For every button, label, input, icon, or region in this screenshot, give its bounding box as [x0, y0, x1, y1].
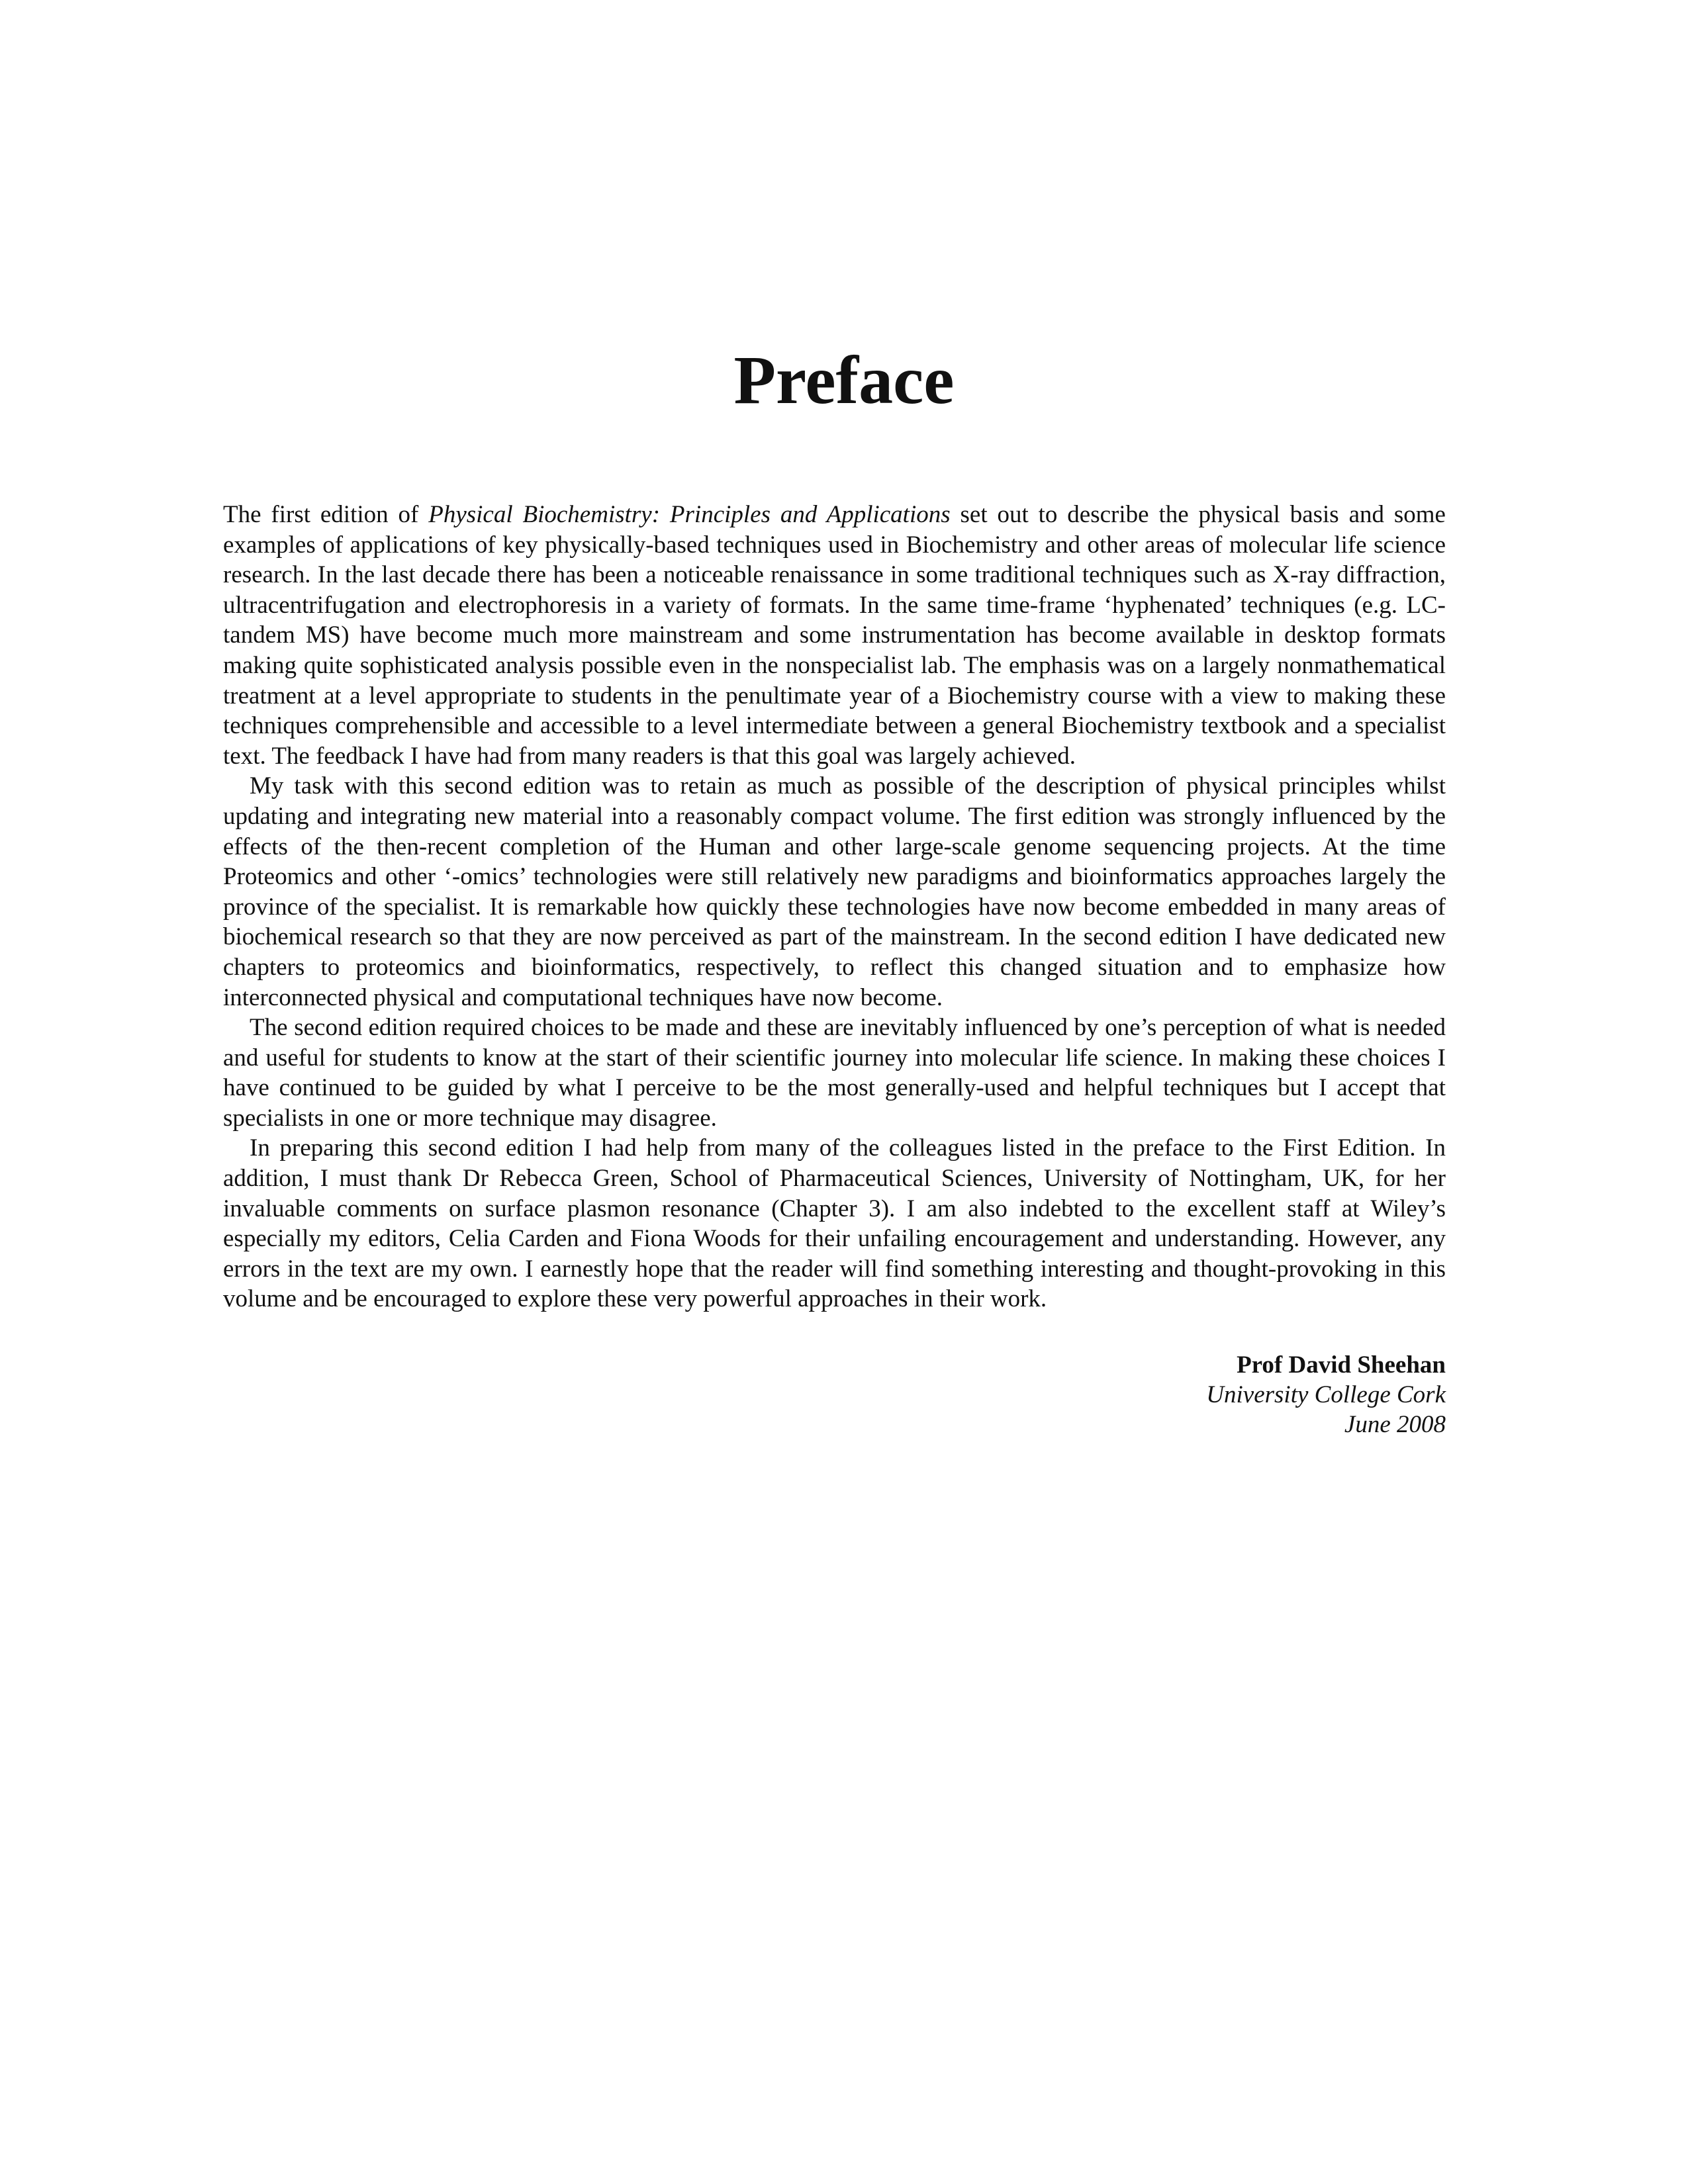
- preface-date: June 2008: [1344, 1411, 1446, 1438]
- preface-paragraph-2: My task with this second edition was to retain as much as possible of the description of physical principles whilst updating and integrating new material into a reasonably compact volume. The first edition was strongly influenced by the effects of the then-recent completion of the Human and other large-scale genome sequencing projects. At the time Proteomics and other ‘-omics’ technologies were still relatively new paradigms and bioinformatics approaches largely the province of the specialist. It is remarkable how quickly these technologies have now become embedded in many areas of biochemical research so that they are now perceived as part of the mainstream. In the second edition I have dedicated new chapters to proteomics and bioinformatics, respectively, to reflect this changed situation and to emphasize how interconnected physical and computational techniques have now become.: [223, 772, 1446, 1011]
- preface-paragraph-4: In preparing this second edition I had help from many of the colleagues listed in the preface to the First Edition. In addition, I must thank Dr Rebecca Green, School of Pharmaceutical Sciences, University of Nottingham, UK, for her invaluable comments on surface plasmon resonance (Chapter 3). I am also indebted to the excellent staff at Wiley’s especially my editors, Celia Carden and Fiona Woods for their unfailing encouragement and understanding. However, any errors in the text are my own. I earnestly hope that the reader will find something interesting and thought-provoking in this volume and be encouraged to explore these very powerful approaches in their work.: [223, 1134, 1446, 1313]
- preface-paragraph-3: The second edition required choices to be made and these are inevitably influenced by one’s perception of what is needed and useful for students to know at the start of their scientific journey into molecular life science. In making these choices I have continued to be guided by what I perceive to be the most generally-used and helpful techniques but I accept that specialists in one or more technique may disagree.: [223, 1014, 1446, 1132]
- author-name: Prof David Sheehan: [1237, 1351, 1446, 1379]
- preface-body: [223, 500, 1446, 1314]
- author-affiliation: University College Cork: [1206, 1381, 1446, 1408]
- paragraph-text: The first edition of: [223, 501, 429, 528]
- page-title: Preface: [733, 342, 955, 418]
- paragraph-text: set out to describe the physical basis and some examples of applications of key physically-based techniques used in Biochemistry and other areas of molecular life science research. In the last decade there has been a noticeable renaissance in some traditional techniques such as X-ray diffraction, ultracentrifugation and electrophoresis in a variety of formats. In the same time-frame ‘hyphenated’ techniques (e.g. LC-tandem MS) have become much more mainstream and some instrumentation has become available in desktop formats making quite sophisticated analysis possible even in the nonspecialist lab. The emphasis was on a largely nonmathematical treatment at a level appropriate to students in the penultimate year of a Biochemistry course with a view to making these techniques comprehensible and accessible to a level intermediate between a general Biochemistry textbook and a specialist text. The feedback I have had from many readers is that this goal was largely achieved.: [223, 501, 1446, 770]
- book-title: Physical Biochemistry: Principles and Applications: [428, 501, 951, 528]
- signature-block: [927, 1350, 1446, 1439]
- preface-paragraph-1: [223, 500, 1446, 771]
